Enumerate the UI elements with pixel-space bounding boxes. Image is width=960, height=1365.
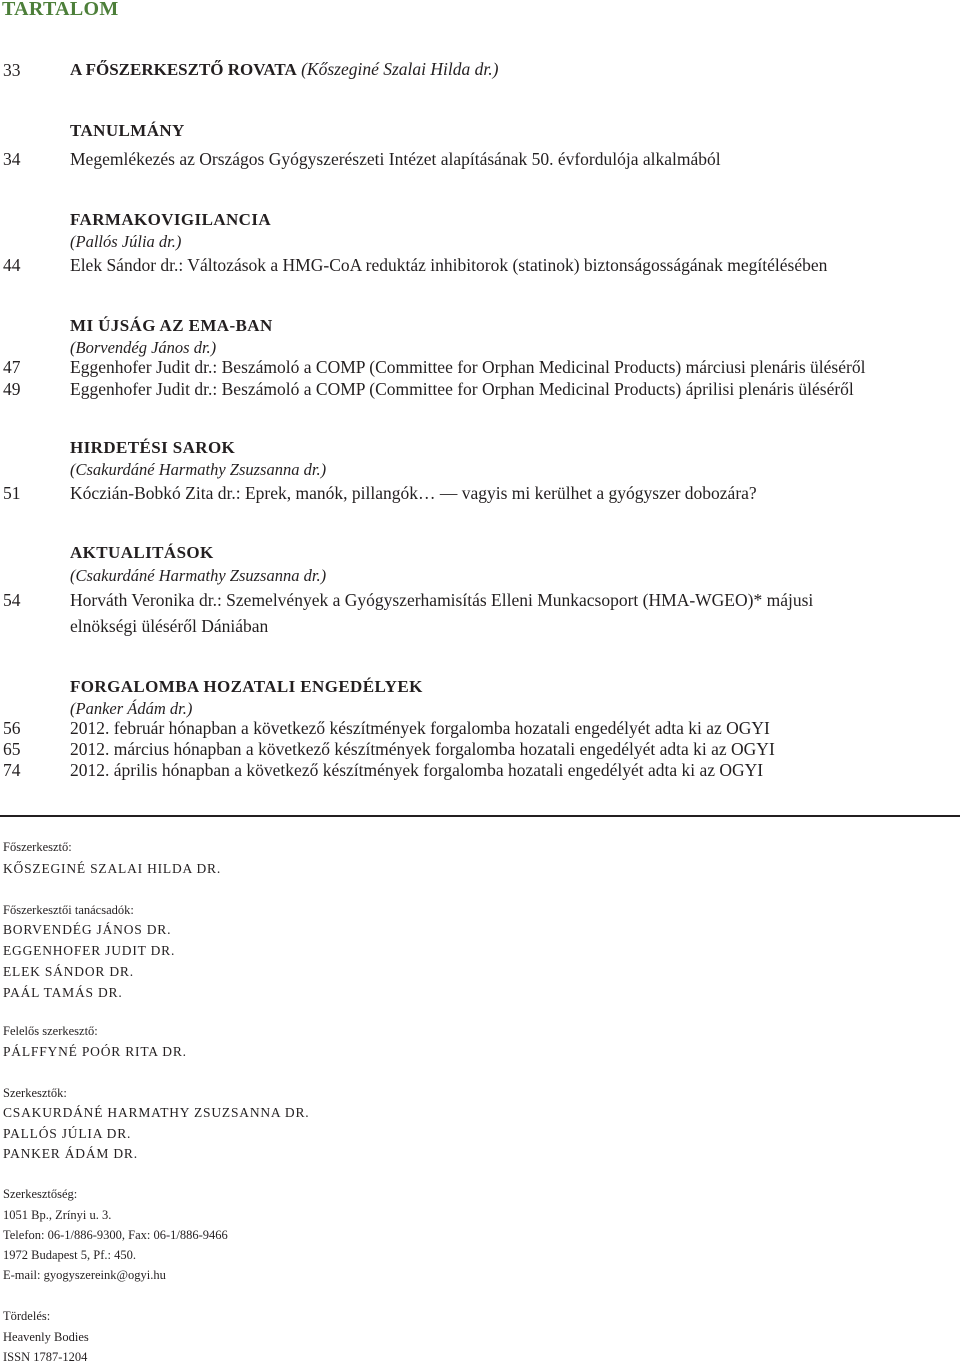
toc-entry-editorial — [70, 59, 498, 80]
imprint-name: KŐSZEGINÉ SZALAI HILDA DR. — [3, 861, 222, 876]
imprint-name: PANKER ÁDÁM DR. — [3, 1146, 138, 1161]
toc-entry-text: 2012. március hónapban a következő készítmények forgalomba hozatali engedélyét adta ki az OGYI — [70, 739, 775, 759]
layout-credit: Heavenly Bodies — [3, 1330, 89, 1344]
imprint-label: Szerkesztőség: — [3, 1187, 78, 1201]
imprint-name: CSAKURDÁNÉ HARMATHY ZSUZSANNA DR. — [3, 1105, 310, 1120]
toc-page-number: 33 — [3, 60, 21, 80]
toc-entry-text: Kóczián-Bobkó Zita dr.: Eprek, manók, pillangók… — vagyis mi kerülhet a gyógyszer dobozára? — [70, 483, 757, 503]
section-editor: (Borvendég János dr.) — [70, 338, 217, 357]
toc-entry-text: 2012. április hónapban a következő készítmények forgalomba hozatali engedélyét adta ki az OGYI — [70, 760, 764, 780]
toc-entry-text: Elek Sándor dr.: Változások a HMG-CoA reduktáz inhibitorok (statinok) biztonságosságának megítélésében — [70, 255, 828, 275]
office-email: E-mail: gyogyszereink@ogyi.hu — [3, 1268, 166, 1282]
toc-entry-text: Megemlékezés az Országos Gyógyszerészeti Intézet alapításának 50. évfordulója alkalmából — [70, 149, 721, 169]
imprint-label: Főszerkesztő: — [3, 840, 72, 854]
toc-page-number: 47 — [3, 357, 21, 377]
section-editor: (Csakurdáné Harmathy Zsuzsanna dr.) — [70, 566, 327, 585]
toc-page-number: 56 — [3, 718, 21, 738]
toc-entry-text: 2012. február hónapban a következő készítmények forgalomba hozatali engedélyét adta ki az OGYI — [70, 718, 770, 738]
imprint-name: PÁLFFYNÉ POÓR RITA DR. — [3, 1044, 187, 1059]
imprint-label: Felelős szerkesztő: — [3, 1024, 98, 1038]
section-heading-aktualitasok: AKTUALITÁSOK — [70, 543, 214, 562]
section-editor: (Panker Ádám dr.) — [70, 699, 193, 718]
toc-entry-text: Horváth Veronika dr.: Szemelvények a Gyógyszerhamisítás Elleni Munkacsoport (HMA-WGEO)* májusi — [70, 590, 814, 610]
divider — [0, 815, 960, 817]
section-editor: (Kőszeginé Szalai Hilda dr.) — [301, 59, 499, 79]
section-title: A FŐSZERKESZTŐ ROVATA — [70, 60, 297, 79]
imprint-name: PAÁL TAMÁS DR. — [3, 985, 123, 1000]
imprint-name: ELEK SÁNDOR DR. — [3, 964, 134, 979]
imprint-name: EGGENHOFER JUDIT DR. — [3, 943, 176, 958]
office-address: 1051 Bp., Zrínyi u. 3. — [3, 1208, 112, 1222]
toc-page-number: 34 — [3, 149, 21, 169]
section-heading-tanulmany: TANULMÁNY — [70, 121, 185, 140]
toc-page-number: 49 — [3, 379, 21, 399]
section-heading-farmakovigilancia: FARMAKOVIGILANCIA — [70, 210, 272, 229]
imprint-name: PALLÓS JÚLIA DR. — [3, 1126, 132, 1141]
issn: ISSN 1787-1204 — [3, 1350, 88, 1364]
toc-page-number: 65 — [3, 739, 21, 759]
section-heading-hirdetesi-sarok: HIRDETÉSI SAROK — [70, 438, 236, 457]
section-heading-ema: MI ÚJSÁG AZ EMA-BAN — [70, 316, 273, 335]
imprint-label: Szerkesztők: — [3, 1086, 67, 1100]
toc-page-number: 44 — [3, 255, 21, 275]
imprint-label: Tördelés: — [3, 1309, 51, 1323]
toc-entry-text: Eggenhofer Judit dr.: Beszámoló a COMP (Committee for Orphan Medicinal Products) márciusi plenáris üléséről — [70, 357, 866, 377]
section-heading-forgalomba-hozatali: FORGALOMBA HOZATALI ENGEDÉLYEK — [70, 677, 423, 696]
page-title: TARTALOM — [2, 0, 119, 20]
imprint-name: BORVENDÉG JÁNOS DR. — [3, 922, 172, 937]
toc-page-number: 74 — [3, 760, 21, 780]
toc-entry-text-continued: elnökségi üléséről Dániában — [70, 616, 269, 636]
section-editor: (Pallós Júlia dr.) — [70, 232, 182, 251]
toc-page-number: 54 — [3, 590, 21, 610]
toc-entry-text: Eggenhofer Judit dr.: Beszámoló a COMP (Committee for Orphan Medicinal Products) áprilisi plenáris üléséről — [70, 379, 854, 399]
toc-page-number: 51 — [3, 483, 21, 503]
office-phone: Telefon: 06-1/886-9300, Fax: 06-1/886-9466 — [3, 1228, 228, 1242]
office-po-box: 1972 Budapest 5, Pf.: 450. — [3, 1248, 136, 1262]
imprint-label: Főszerkesztői tanácsadók: — [3, 903, 134, 917]
section-editor: (Csakurdáné Harmathy Zsuzsanna dr.) — [70, 460, 327, 479]
